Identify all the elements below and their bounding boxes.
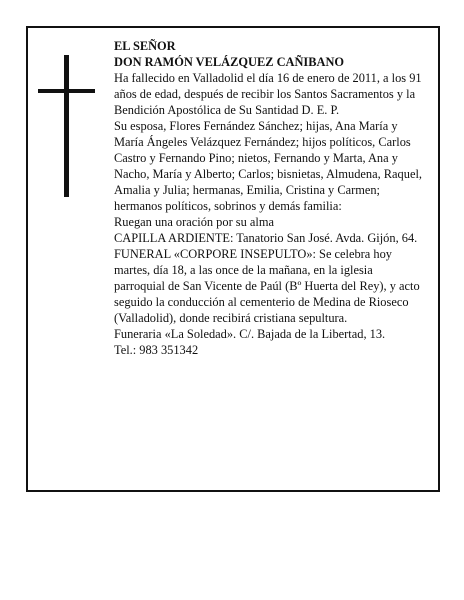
deceased-honorific: EL SEÑOR	[114, 39, 176, 53]
cross-horizontal-bar	[38, 89, 95, 93]
obituary-text	[114, 38, 426, 358]
phone-number: Tel.: 983 351342	[114, 343, 199, 357]
cross-vertical-bar	[64, 55, 69, 197]
death-announcement: Ha fallecido en Valladolid el día 16 de enero de 2011, a los 91 años de edad, después de recibir los Santos Sacramentos y la Bendición Apostólica de Su Santidad D. E. P.	[114, 71, 422, 117]
funeral-home-info: Funeraria «La Soledad». C/. Bajada de la Libertad, 13.	[114, 327, 386, 341]
chapel-info: CAPILLA ARDIENTE: Tanatorio San José. Avda. Gijón, 64.	[114, 231, 418, 245]
funeral-info: FUNERAL «CORPORE INSEPULTO»: Se celebra hoy martes, día 18, a las once de la mañana, en la iglesia parroquial de San Vicente de Paúl (Bº Huerta del Rey), y acto seguido la conducción al cementerio de Medina de Rioseco (Valladolid), donde recibirá cristiana sepultura.	[114, 247, 420, 325]
prayer-request: Ruegan una oración por su alma	[114, 215, 274, 229]
deceased-name: DON RAMÓN VELÁZQUEZ CAÑIBANO	[114, 55, 345, 69]
family-list: Su esposa, Flores Fernández Sánchez; hijas, Ana María y María Ángeles Velázquez Fernández; hijos políticos, Carlos Castro y Fernando Pino; nietos, Fernando y Marta, Ana y Nacho, María y Alberto; Carlos; bisnietas, Almudena, Raquel, Amalia y Julia; hermanas, Emilia, Cristina y Carmen; hermanos políticos, sobrinos y demás familia:	[114, 119, 422, 213]
